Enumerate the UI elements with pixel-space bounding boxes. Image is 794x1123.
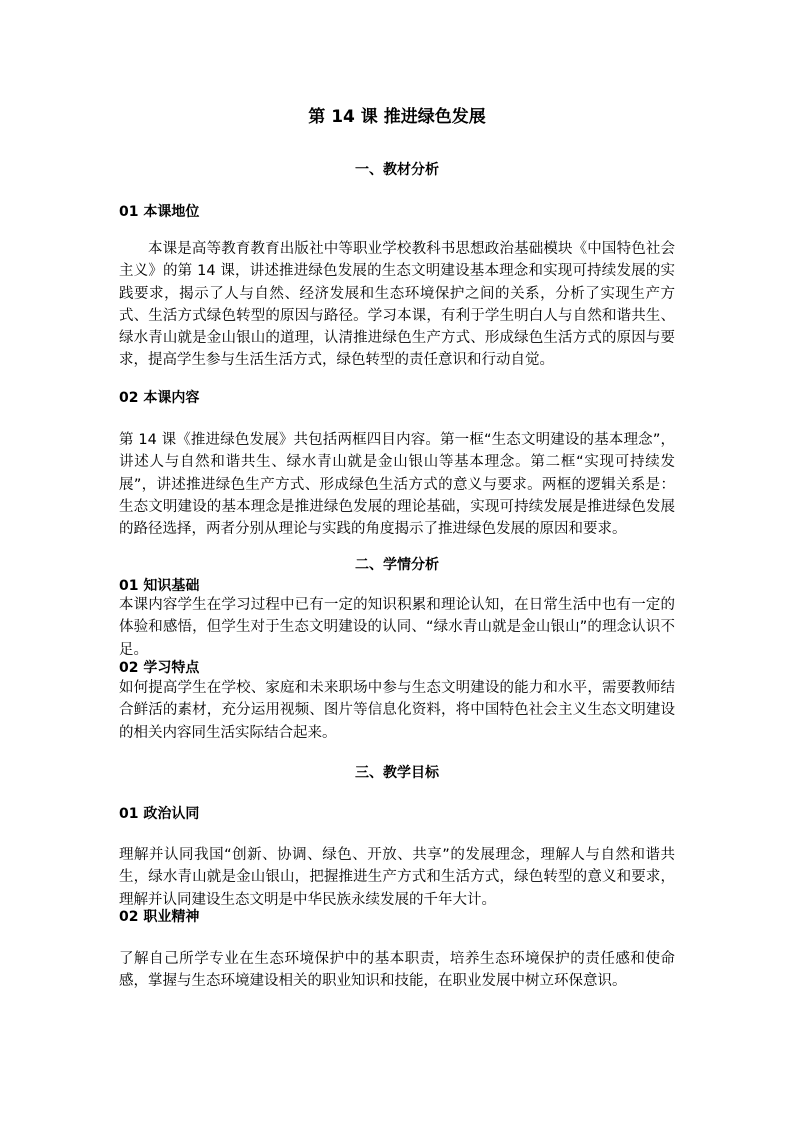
subheading-lesson-content: 02 本课内容 [119, 390, 200, 406]
paragraph-learning-traits: 如何提高学生在学校、家庭和未来职场中参与生态文明建设的能力和水平，需要教师结合鲜活的素材，充分运用视频、图片等信息化资料，将中国特色社会主义生态文明建设的相关内容同生活实际结合起来。 [119, 680, 675, 741]
paragraph-professional-spirit: 了解自己所学专业在生态环境保护中的基本职责，培养生态环境保护的责任感和使命感，掌握与生态环境建设相关的职业知识和技能，在职业发展中树立环保意识。 [119, 951, 675, 990]
document-title: 第 14 课 推进绿色发展 [308, 107, 486, 127]
paragraph-lesson-position: 本课是高等教育教育出版社中等职业学校教科书思想政治基础模块《中国特色社会主义》的第 14 课，讲述推进绿色发展的生态文明建设基本理念和实现可持续发展的实践要求，揭示了人与自然、经济发展和生态环境保护之间的关系，分析了实现生产方式、生活方式绿色转型的原因与路径。学习本课，有利于学生明白人与自然和谐共生、绿水青山就是金山银山的道理，认清推进绿色生产方式、形成绿色生活方式的原因与要求，提高学生参与生活生活方式，绿色转型的责任意识和行动自觉。 [119, 241, 675, 369]
subheading-learning-traits: 02 学习特点 [119, 660, 200, 676]
subheading-knowledge-base: 01 知识基础 [119, 578, 200, 594]
subheading-lesson-position: 01 本课地位 [119, 204, 200, 220]
paragraph-lesson-content: 第 14 课《推进绿色发展》共包括两框四目内容。第一框“生态文明建设的基本理念”，讲述人与自然和谐共生、绿水青山就是金山银山等基本理念。第二框“实现可持续发展”，讲述推进绿色生产方式、形成绿色生活方式的意义与要求。两框的逻辑关系是：生态文明建设的基本理念是推进绿色发展的理论基础，实现可持续发展是推进绿色发展的路径选择，两者分别从理论与实践的角度揭示了推进绿色发展的原因和要求。 [119, 432, 675, 538]
subheading-professional-spirit: 02 职业精神 [119, 909, 200, 925]
subheading-political-identity: 01 政治认同 [119, 806, 200, 822]
paragraph-political-identity: 理解并认同我国“创新、协调、绿色、开放、共享”的发展理念，理解人与自然和谐共生，绿水青山就是金山银山，把握推进生产方式和生活方式，绿色转型的意义和要求，理解并认同建设生态文明是中华民族永续发展的千年大计。 [119, 847, 675, 908]
section-heading-student-analysis: 二、学情分析 [355, 557, 439, 573]
section-heading-teaching-goals: 三、教学目标 [355, 765, 439, 781]
section-heading-textbook-analysis: 一、教材分析 [355, 162, 439, 178]
paragraph-knowledge-base: 本课内容学生在学习过程中已有一定的知识积累和理论认知，在日常生活中也有一定的体验和感悟，但学生对于生态文明建设的认同、“绿水青山就是金山银山”的理念认识不足。 [119, 597, 675, 658]
